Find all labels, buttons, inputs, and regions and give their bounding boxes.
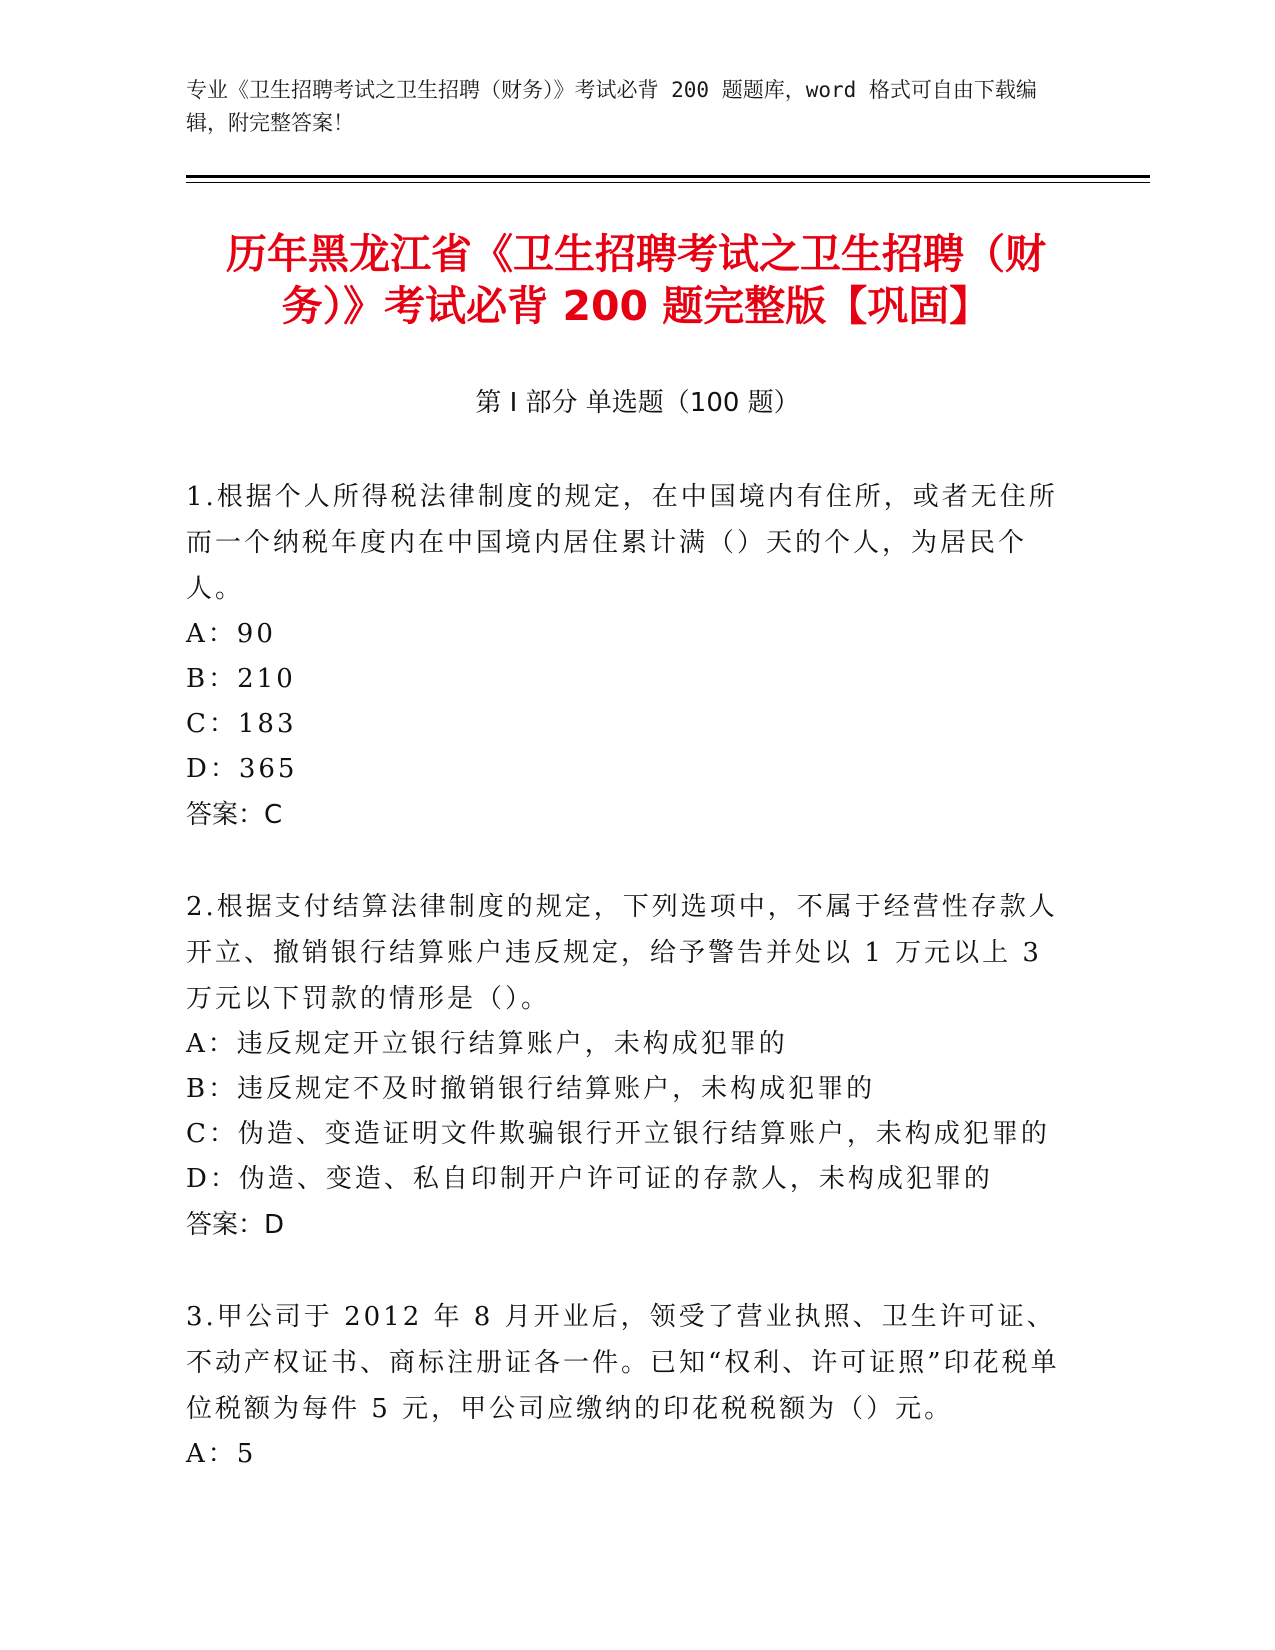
header-divider-thick (186, 175, 1150, 178)
option-b: B：违反规定不及时撤销银行结算账户，未构成犯罪的 (186, 1074, 876, 1104)
option-d: D：伪造、变造、私自印制开户许可证的存款人，未构成犯罪的 (186, 1164, 993, 1194)
question-list (186, 474, 1066, 1523)
option-b: B：210 (186, 664, 296, 694)
option-c: C：伪造、变造证明文件欺骗银行开立银行结算账户，未构成犯罪的 (186, 1119, 1050, 1149)
question-stem: 3.甲公司于 2012 年 8 月开业后，领受了营业执照、卫生许可证、不动产权证书、商标注册证各一件。已知“权利、许可证照”印花税单位税额为每件 5 元，甲公司应缴纳的印花税税额为（）元。 (186, 1302, 1060, 1424)
question-2 (186, 884, 1066, 1248)
header-note: 专业《卫生招聘考试之卫生招聘（财务）》考试必背 200 题题库，word 格式可自由下载编辑，附完整答案！ (186, 78, 1037, 135)
document-title: 历年黑龙江省《卫生招聘考试之卫生招聘（财务）》考试必背 200 题完整版【巩固】 (226, 230, 1046, 330)
option-a: A：5 (186, 1439, 257, 1469)
question-1 (186, 474, 1066, 838)
question-stem: 2.根据支付结算法律制度的规定，下列选项中，不属于经营性存款人开立、撤销银行结算账户违反规定，给予警告并处以 1 万元以上 3 万元以下罚款的情形是（）。 (186, 892, 1058, 1014)
answer: 答案：C (186, 800, 283, 830)
option-d: D：365 (186, 754, 298, 784)
option-a: A：90 (186, 619, 276, 649)
answer: 答案：D (186, 1210, 285, 1240)
question-stem: 1.根据个人所得税法律制度的规定，在中国境内有住所，或者无住所而一个纳税年度内在中国境内居住累计满（）天的个人，为居民个人。 (186, 482, 1058, 604)
option-c: C：183 (186, 709, 297, 739)
option-a: A：违反规定开立银行结算账户，未构成犯罪的 (186, 1029, 788, 1059)
header-divider-thin (186, 182, 1150, 183)
section-title: 第 I 部分 单选题（100 题） (475, 388, 800, 418)
question-3 (186, 1294, 1066, 1477)
